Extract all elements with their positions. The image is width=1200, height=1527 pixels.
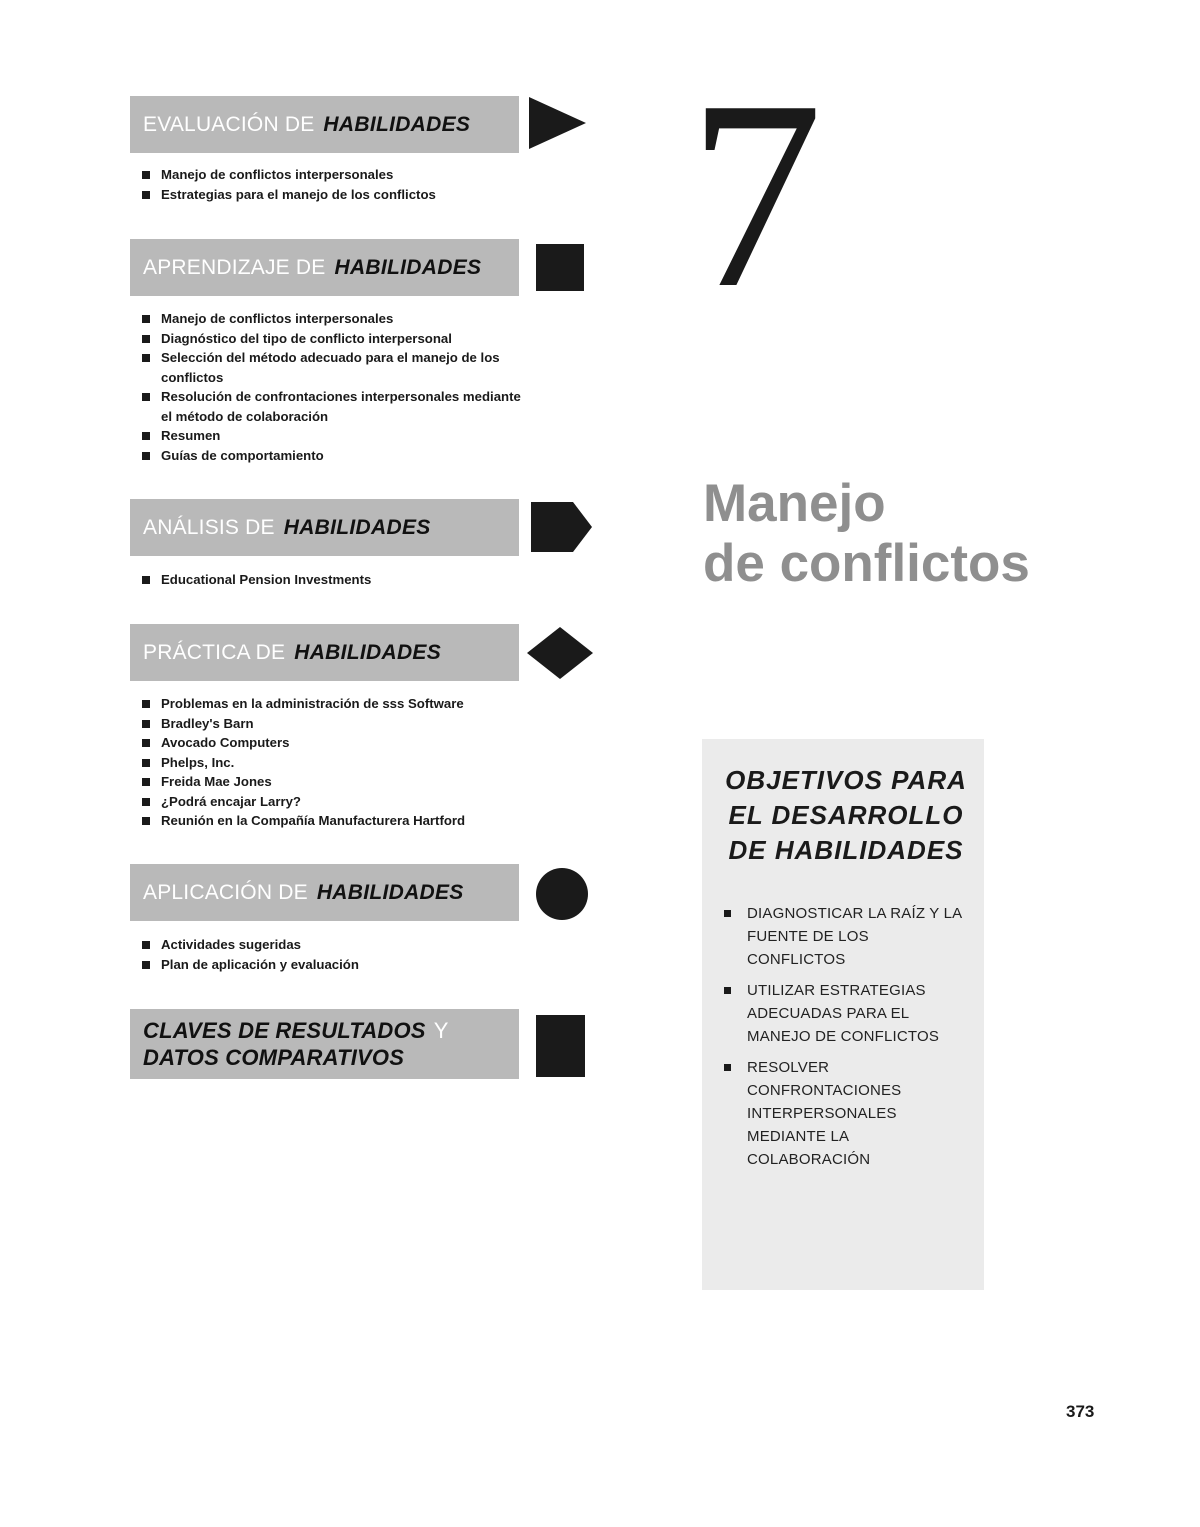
objective-item: UTILIZAR ESTRATEGIAS ADECUADAS PARA EL MANEJO DE CONFLICTOS — [722, 979, 970, 1048]
section-emphasis: HABILIDADES — [334, 255, 482, 279]
pentagon-arrow-icon — [531, 502, 592, 552]
section-header-aprendizaje — [130, 239, 519, 296]
chapter-title — [703, 474, 1030, 594]
objective-item: RESOLVER CONFRONTACIONES INTERPERSONALES MEDIANTE LA COLABORACIÓN — [722, 1056, 970, 1171]
list-item: Avocado Computers — [140, 733, 530, 753]
chapter-title-line2: de conflictos — [703, 534, 1030, 593]
claves-line1: CLAVES DE RESULTADOS — [143, 1018, 426, 1043]
list-item: Resolución de confrontaciones interpersonales mediante el método de colaboración — [140, 387, 530, 426]
list-item: Plan de aplicación y evaluación — [140, 955, 530, 975]
section-label: APLICACIÓN DE — [143, 880, 308, 904]
section-label: EVALUACIÓN DE — [143, 112, 315, 136]
square-icon — [536, 1015, 585, 1077]
chapter-number: 7 — [688, 45, 823, 344]
section-header-aplicacion — [130, 864, 519, 921]
claves-connector: Y — [433, 1018, 449, 1043]
section-emphasis: HABILIDADES — [316, 880, 464, 904]
analisis-list — [140, 570, 530, 590]
section-header-claves — [130, 1009, 519, 1079]
objectives-title — [722, 763, 970, 868]
objectives-title-line3: DE HABILIDADES — [728, 835, 964, 865]
section-header-evaluacion — [130, 96, 519, 153]
list-item: Freida Mae Jones — [140, 772, 530, 792]
list-item: Diagnóstico del tipo de conflicto interpersonal — [140, 329, 530, 349]
list-item: Phelps, Inc. — [140, 753, 530, 773]
page-number: 373 — [1066, 1402, 1095, 1421]
chapter-title-line1: Manejo — [703, 474, 886, 533]
list-item: Problemas en la administración de sss Software — [140, 694, 530, 714]
section-emphasis: HABILIDADES — [294, 640, 442, 664]
section-header-analisis — [130, 499, 519, 556]
list-item: Manejo de conflictos interpersonales — [140, 309, 530, 329]
section-header-practica — [130, 624, 519, 681]
list-item: Resumen — [140, 426, 530, 446]
objective-item: DIAGNOSTICAR LA RAÍZ Y LA FUENTE DE LOS CONFLICTOS — [722, 902, 970, 971]
diamond-icon — [527, 627, 593, 679]
section-label: PRÁCTICA DE — [143, 640, 286, 664]
aprendizaje-list — [140, 309, 530, 465]
circle-icon — [535, 867, 589, 921]
aplicacion-list — [140, 935, 530, 974]
claves-line2: DATOS COMPARATIVOS — [143, 1045, 405, 1070]
square-icon — [536, 244, 584, 291]
practica-list — [140, 694, 530, 831]
list-item: Actividades sugeridas — [140, 935, 530, 955]
list-item: Educational Pension Investments — [140, 570, 530, 590]
section-emphasis: HABILIDADES — [323, 112, 471, 136]
objectives-title-line2: EL DESARROLLO — [728, 800, 964, 830]
list-item: Estrategias para el manejo de los conflictos — [140, 185, 530, 205]
section-label: ANÁLISIS DE — [143, 515, 275, 539]
list-item: Reunión en la Compañía Manufacturera Hartford — [140, 811, 530, 831]
list-item: Bradley's Barn — [140, 714, 530, 734]
objectives-list — [722, 902, 970, 1171]
section-emphasis: HABILIDADES — [283, 515, 431, 539]
objectives-title-line1: OBJETIVOS PARA — [725, 765, 967, 795]
triangle-right-icon — [529, 97, 586, 149]
list-item: Selección del método adecuado para el manejo de los conflictos — [140, 348, 530, 387]
objectives-box — [702, 739, 984, 1290]
section-label: APRENDIZAJE DE — [143, 255, 326, 279]
list-item: Guías de comportamiento — [140, 446, 530, 466]
evaluacion-list — [140, 165, 530, 204]
list-item: Manejo de conflictos interpersonales — [140, 165, 530, 185]
list-item: ¿Podrá encajar Larry? — [140, 792, 530, 812]
